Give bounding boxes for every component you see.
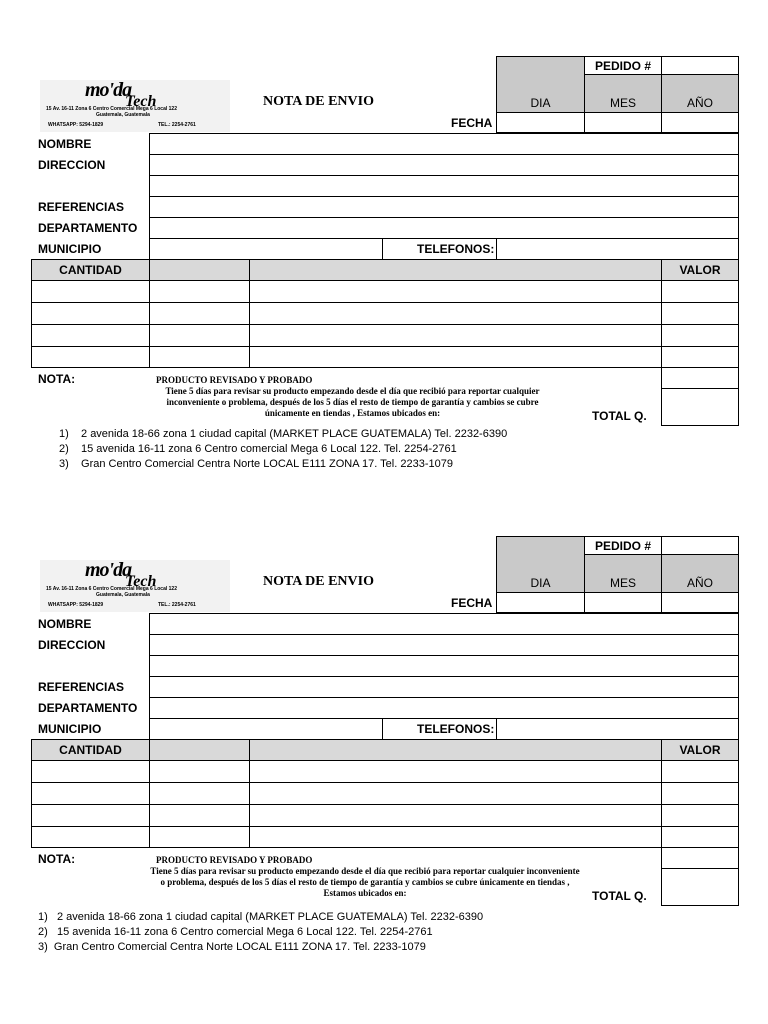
day-field[interactable] (496, 112, 585, 133)
nombre-label: NOMBRE (38, 137, 92, 151)
description-header (249, 259, 662, 281)
logo-brand-bottom: Tech (125, 573, 157, 590)
municipio-label: MUNICIPIO (38, 722, 102, 736)
table-row (661, 804, 739, 805)
day-label: DIA (530, 576, 551, 590)
table-row (661, 868, 739, 869)
departamento-label: DEPARTAMENTO (38, 221, 138, 235)
table-row (661, 302, 739, 303)
municipio-label: MUNICIPIO (38, 242, 102, 256)
referencias-field[interactable] (149, 676, 739, 698)
cantidad-header: CANTIDAD (31, 259, 150, 281)
nota-body: Tiene 5 días para revisar su producto empezando desde el día que recibió para reportar cualquier inconveniente o problema, después de los 5 días el resto de tiempo de garantía y cambios se cubre únicamente en tiendas , Estamos ubicados en: (165, 386, 540, 418)
referencias-field[interactable] (149, 196, 739, 218)
direccion-field-2[interactable] (149, 655, 739, 677)
table-row (661, 367, 739, 368)
form-title: NOTA DE ENVIO (263, 94, 374, 109)
month-label: MES (609, 96, 636, 110)
telefonos-label: TELEFONOS: (417, 242, 495, 256)
location-2: 2) 15 avenida 16-11 zona 6 Centro comercial Mega 6 Local 122. Tel. 2254-2761 (38, 926, 433, 938)
month-field[interactable] (584, 112, 662, 133)
day-label: DIA (530, 96, 551, 110)
departamento-field[interactable] (149, 217, 739, 239)
referencias-label: REFERENCIAS (38, 680, 125, 694)
logo-tel: TEL.: 2254-2761 (158, 122, 196, 128)
location-1: 1) 2 avenida 18-66 zona 1 ciudad capital (MARKET PLACE GUATEMALA) Tel. 2232-6390 (38, 911, 484, 923)
total-label: TOTAL Q. (592, 409, 647, 423)
year-label: AÑO (686, 96, 713, 110)
table-row (661, 324, 739, 325)
location-2: 2) 15 avenida 16-11 zona 6 Centro comercial Mega 6 Local 122. Tel. 2254-2761 (59, 443, 457, 455)
order-number-field[interactable] (661, 56, 739, 75)
order-number-field[interactable] (661, 536, 739, 555)
telefonos-field[interactable] (496, 718, 739, 740)
nombre-label: NOMBRE (38, 617, 92, 631)
location-3: 3) Gran Centro Comercial Centra Norte LOCAL E111 ZONA 17. Tel. 2233-1079 (38, 941, 426, 953)
nota-label: NOTA: (38, 852, 76, 866)
shipping-note-form-1 (0, 0, 768, 470)
telefonos-label: TELEFONOS: (417, 722, 495, 736)
referencias-label: REFERENCIAS (38, 200, 125, 214)
shipping-note-form-2 (0, 480, 768, 953)
code-header (149, 739, 250, 761)
table-row (661, 782, 739, 783)
fecha-label: FECHA (451, 116, 493, 130)
nombre-field[interactable] (149, 133, 739, 155)
telefonos-field[interactable] (496, 238, 739, 260)
month-field[interactable] (584, 592, 662, 613)
table-row (31, 346, 662, 347)
direccion-field[interactable] (149, 634, 739, 656)
nombre-field[interactable] (149, 613, 739, 635)
logo-address: 15 Av. 16-11 Zona 6 Centro Comercial Mega 6 Local 122 Guatemala, Guatemala (46, 106, 177, 118)
total-label: TOTAL Q. (592, 889, 647, 903)
order-number-label: PEDIDO # (584, 536, 662, 555)
table-row (661, 346, 739, 347)
table-row (661, 847, 739, 848)
logo-brand-top: mo'da (85, 80, 132, 101)
year-field[interactable] (661, 112, 739, 133)
cantidad-header: CANTIDAD (31, 739, 150, 761)
valor-header: VALOR (661, 739, 739, 761)
description-header (249, 739, 662, 761)
valor-header: VALOR (661, 259, 739, 281)
logo-tel: TEL.: 2254-2761 (158, 602, 196, 608)
table-row (661, 388, 739, 389)
table-row (31, 324, 662, 325)
direccion-label: DIRECCION (38, 158, 106, 172)
nota-title: PRODUCTO REVISADO Y PROBADO (156, 375, 313, 385)
direccion-field-2[interactable] (149, 175, 739, 197)
departamento-label: DEPARTAMENTO (38, 701, 138, 715)
nota-body: Tiene 5 días para revisar su producto empezando desde el día que recibió para reportar cualquier inconveniente o problema, después de los 5 días el resto de tiempo de garantía y cambios se cubre únicamente en tiendas , Estamos ubicados en: (150, 866, 580, 898)
logo-whatsapp: WHATSAPP: 5294-1829 (48, 122, 104, 128)
year-field[interactable] (661, 592, 739, 613)
table-row (661, 826, 739, 827)
logo-address: 15 Av. 16-11 Zona 6 Centro Comercial Mega 6 Local 122 Guatemala, Guatemala (46, 586, 177, 598)
municipio-field[interactable] (149, 238, 383, 260)
departamento-field[interactable] (149, 697, 739, 719)
logo-brand-top: mo'da (85, 560, 132, 581)
month-label: MES (609, 576, 636, 590)
form-title: NOTA DE ENVIO (263, 574, 374, 589)
logo-whatsapp: WHATSAPP: 5294-1829 (48, 602, 104, 608)
company-logo (40, 560, 230, 612)
day-field[interactable] (496, 592, 585, 613)
table-row (31, 782, 662, 783)
municipio-field[interactable] (149, 718, 383, 740)
location-3: 3) Gran Centro Comercial Centra Norte LOCAL E111 ZONA 17. Tel. 2233-1079 (59, 458, 453, 470)
fecha-label: FECHA (451, 596, 493, 610)
table-row (31, 804, 662, 805)
code-header (149, 259, 250, 281)
location-1: 1) 2 avenida 18-66 zona 1 ciudad capital (MARKET PLACE GUATEMALA) Tel. 2232-6390 (59, 428, 508, 440)
nota-title: PRODUCTO REVISADO Y PROBADO (156, 855, 313, 865)
order-number-label: PEDIDO # (584, 56, 662, 75)
company-logo (40, 80, 230, 132)
year-label: AÑO (686, 576, 713, 590)
direccion-field[interactable] (149, 154, 739, 176)
table-row (31, 826, 662, 827)
nota-label: NOTA: (38, 372, 76, 386)
logo-brand-bottom: Tech (125, 93, 157, 110)
direccion-label: DIRECCION (38, 638, 106, 652)
table-row (31, 302, 662, 303)
